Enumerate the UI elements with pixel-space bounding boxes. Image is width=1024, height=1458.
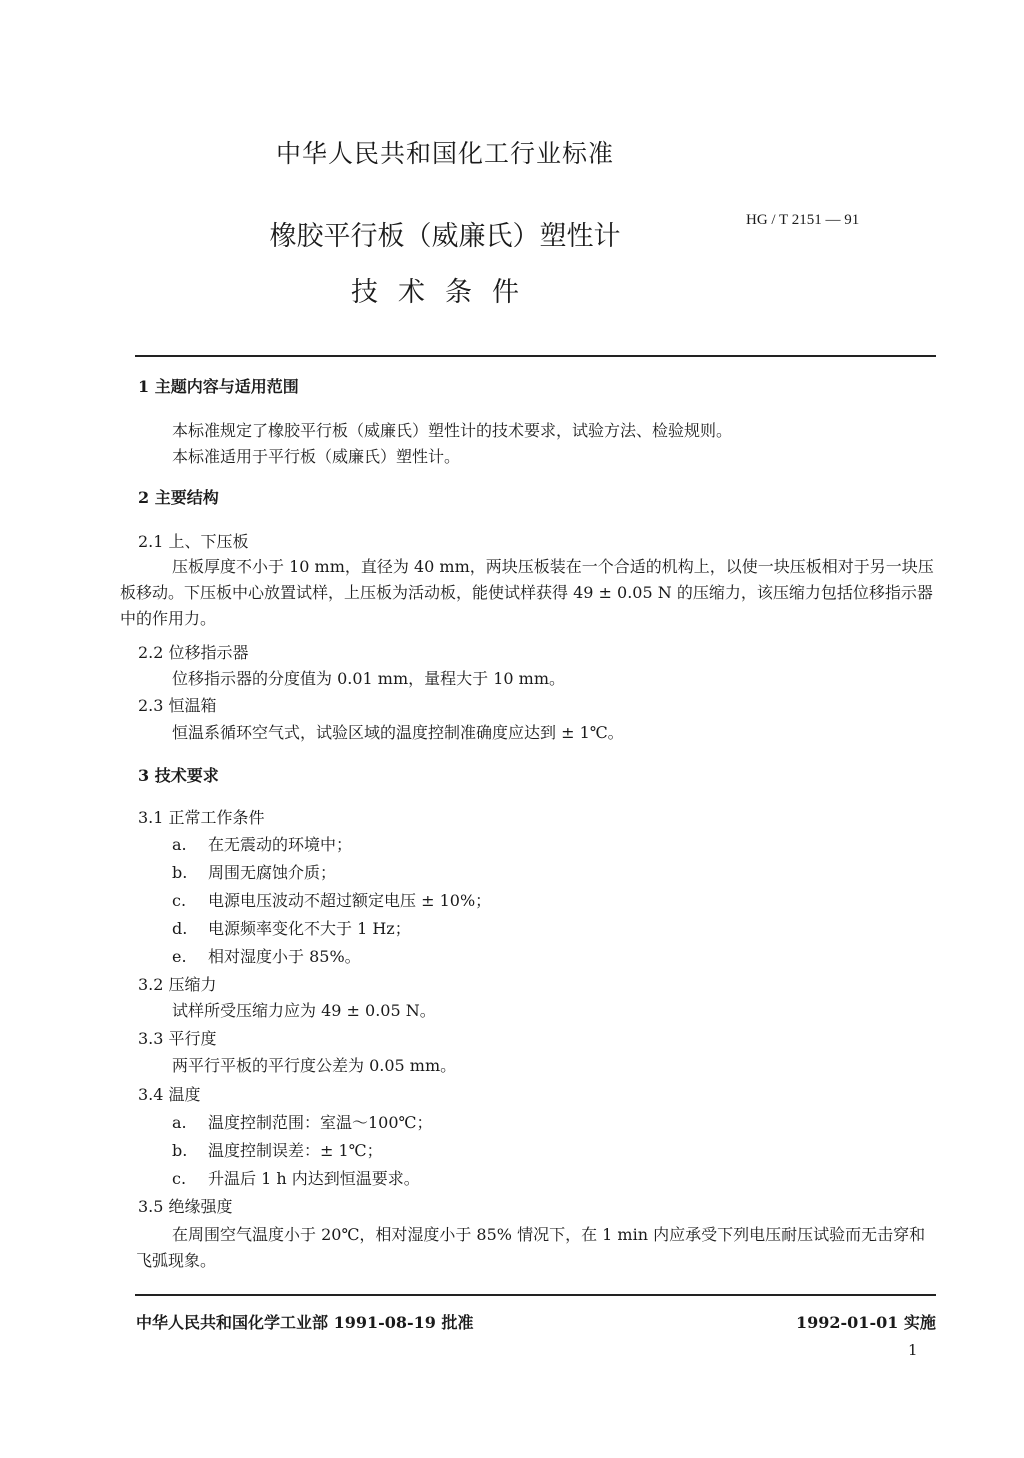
list-item-label: a.: [172, 835, 187, 854]
list-item-text: 温度控制误差：± 1℃；: [208, 1141, 383, 1160]
section-2-3-body: 恒温系循环空气式，试验区域的温度控制准确度应达到 ± 1℃。: [172, 723, 624, 742]
section-2-2-heading: 2.2 位移指示器: [138, 643, 249, 662]
section-1-paragraph-2: 本标准适用于平行板（威廉氏）塑性计。: [172, 447, 461, 466]
section-2-3-heading: 2.3 恒温箱: [138, 696, 217, 715]
list-item-text: 温度控制范围：室温～100℃；: [208, 1113, 433, 1132]
page-number: 1: [908, 1341, 918, 1359]
section-3-5-heading: 3.5 绝缘强度: [138, 1197, 233, 1216]
list-item-label: a.: [172, 1113, 187, 1132]
section-1-paragraph-1: 本标准规定了橡胶平行板（威廉氏）塑性计的技术要求，试验方法、检验规则。: [172, 421, 733, 440]
standard-code: HG / T 2151 — 91: [746, 212, 860, 228]
section-3-5-body: 在周围空气温度小于 20℃，相对湿度小于 85% 情况下，在 1 min 内应承受下列电压耐压试验而无击穿和飞弧现象。: [136, 1225, 926, 1270]
approval-statement: 中华人民共和国化学工业部 1991-08-19 批准: [136, 1313, 474, 1332]
list-item-label: e.: [172, 947, 187, 966]
list-item-text: 相对湿度小于 85%。: [208, 947, 361, 966]
section-3-3-body: 两平行平板的平行度公差为 0.05 mm。: [172, 1056, 457, 1075]
header-divider: [135, 355, 936, 357]
list-item-text: 电源电压波动不超过额定电压 ± 10%；: [208, 891, 492, 910]
list-item-text: 在无震动的环境中；: [208, 835, 353, 854]
standard-category-header: 中华人民共和国化工行业标准: [275, 139, 614, 168]
list-item-text: 电源频率变化不大于 1 Hz；: [208, 919, 411, 938]
list-item-label: c.: [172, 891, 187, 910]
section-1-heading: 1 主题内容与适用范围: [138, 377, 299, 396]
list-item-label: b.: [172, 863, 188, 882]
list-item-label: b.: [172, 1141, 188, 1160]
section-3-4-heading: 3.4 温度: [138, 1085, 201, 1104]
document-subtitle: 技术条件: [351, 277, 539, 308]
list-item-label: d.: [172, 919, 188, 938]
section-3-3-heading: 3.3 平行度: [138, 1029, 217, 1048]
effective-date: 1992-01-01 实施: [796, 1313, 936, 1332]
section-2-1-body: 压板厚度不小于 10 mm，直径为 40 mm，两块压板装在一个合适的机构上，以使一块压板相对于另一块压板移动。下压板中心放置试样，上压板为活动板，能使试样获得 49 ± 0.05 N 的压缩力，该压缩力包括位移指示器中的作用力。: [120, 557, 934, 628]
section-3-2-heading: 3.2 压缩力: [138, 975, 217, 994]
section-2-heading: 2 主要结构: [138, 488, 219, 507]
section-2-1-heading: 2.1 上、下压板: [138, 532, 249, 551]
list-item-text: 升温后 1 h 内达到恒温要求。: [208, 1169, 420, 1188]
section-2-2-body: 位移指示器的分度值为 0.01 mm，量程大于 10 mm。: [172, 669, 566, 688]
list-item-label: c.: [172, 1169, 187, 1188]
section-3-2-body: 试样所受压缩力应为 49 ± 0.05 N。: [172, 1001, 436, 1020]
section-3-1-heading: 3.1 正常工作条件: [138, 808, 265, 827]
section-3-heading: 3 技术要求: [138, 766, 219, 785]
footer-divider: [135, 1294, 936, 1296]
document-title: 橡胶平行板（威廉氏）塑性计: [269, 221, 621, 252]
list-item-text: 周围无腐蚀介质；: [208, 863, 337, 882]
